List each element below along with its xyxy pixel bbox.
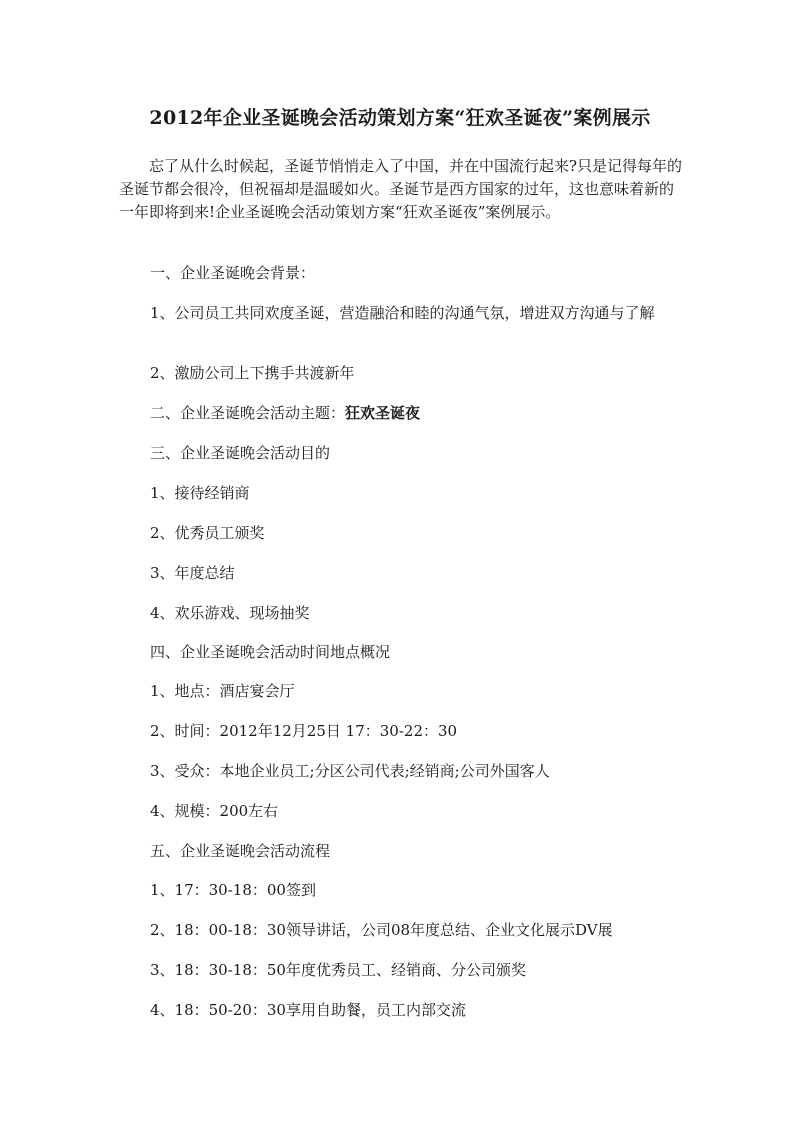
overview-item-3: 3、受众：本地企业员工;分区公司代表;经销商;公司外国客人 (150, 762, 550, 780)
purpose-item-4: 4、欢乐游戏、现场抽奖 (150, 604, 310, 622)
flow-heading: 五、企业圣诞晚会活动流程 (150, 842, 331, 860)
overview-item-2: 2、时间：2012年12月25日 17：30-22：30 (150, 722, 458, 740)
purpose-heading: 三、企业圣诞晚会活动目的 (150, 444, 331, 462)
flow-item-3: 3、18：30-18：50年度优秀员工、经销商、分公司颁奖 (150, 961, 526, 979)
theme-heading: 二、企业圣诞晚会活动主题： (150, 404, 346, 422)
overview-item-1: 1、地点：酒店宴会厅 (150, 682, 295, 700)
purpose-item-2: 2、优秀员工颁奖 (150, 524, 265, 542)
flow-item-1: 1、17：30-18：00签到 (150, 881, 316, 899)
flow-item-2: 2、18：00-18：30领导讲话，公司08年度总结、企业文化展示DV展 (150, 921, 613, 939)
flow-item-4: 4、18：50-20：30享用自助餐，员工内部交流 (150, 1001, 466, 1019)
theme-line (150, 402, 420, 425)
purpose-item-1: 1、接待经销商 (150, 484, 250, 502)
background-heading: 一、企业圣诞晚会背景： (150, 264, 316, 282)
theme-value: 狂欢圣诞夜 (345, 404, 421, 422)
purpose-item-3: 3、年度总结 (150, 564, 235, 582)
overview-heading: 四、企业圣诞晚会活动时间地点概况 (150, 643, 391, 661)
overview-item-4: 4、规模：200左右 (150, 802, 279, 820)
intro-paragraph: 忘了从什么时候起，圣诞节悄悄走入了中国，并在中国流行起来?只是记得每年的圣诞节都会很冷，但祝福却是温暖如火。圣诞节是西方国家的过年，这也意味着新的一年即将到来!企业圣诞晚会活动策划方案“狂欢圣诞夜”案例展示。 (119, 157, 683, 221)
document-title: 2012年企业圣诞晚会活动策划方案“狂欢圣诞夜”案例展示 (149, 107, 651, 129)
background-item-2: 2、激励公司上下携手共渡新年 (150, 364, 355, 382)
background-item-1: 1、公司员工共同欢度圣诞，营造融洽和睦的沟通气氛，增进双方沟通与了解 (150, 304, 655, 322)
